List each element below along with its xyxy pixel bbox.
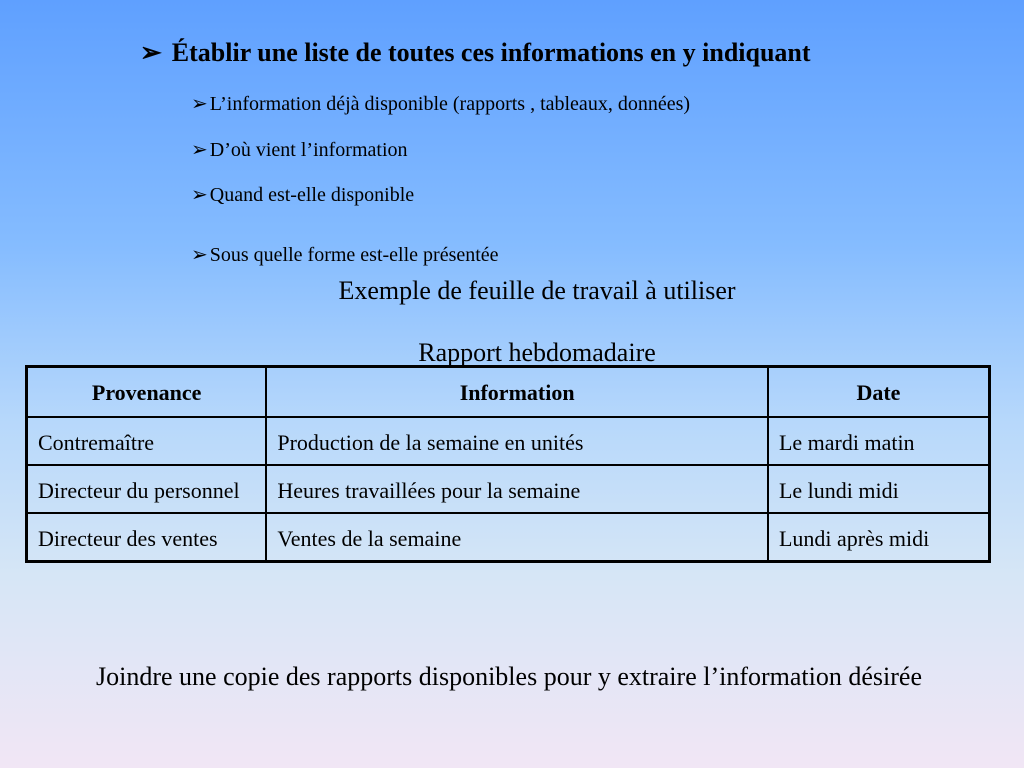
arrow-bullet-icon: ➢ xyxy=(191,93,208,115)
report-title: Rapport hebdomadaire xyxy=(418,338,656,367)
column-header-information: Information xyxy=(266,367,768,418)
report-table xyxy=(25,365,991,563)
sub-bullet-text: Sous quelle forme est-elle présentée xyxy=(209,244,499,266)
table-cell: Le lundi midi xyxy=(768,465,990,513)
arrow-bullet-icon: ➢ xyxy=(140,38,162,67)
table-cell: Directeur des ventes xyxy=(27,513,267,562)
sub-bullet-text: L’information déjà disponible (rapports , tableaux, données) xyxy=(209,93,691,115)
arrow-bullet-icon: ➢ xyxy=(191,184,208,206)
example-title: Exemple de feuille de travail à utiliser xyxy=(338,276,736,305)
table-cell: Directeur du personnel xyxy=(27,465,267,513)
table-cell: Lundi après midi xyxy=(768,513,990,562)
table-cell: Le mardi matin xyxy=(768,417,990,465)
table-cell: Contremaître xyxy=(27,417,267,465)
sub-bullet-item xyxy=(191,92,690,116)
main-bullet-text: Établir une liste de toutes ces informations en y indiquant xyxy=(171,38,811,67)
sub-bullet-item xyxy=(191,183,414,207)
arrow-bullet-icon: ➢ xyxy=(191,244,208,266)
table-header-row xyxy=(27,367,990,418)
sub-bullet-item xyxy=(191,138,408,162)
table-row xyxy=(27,513,990,562)
main-bullet xyxy=(140,38,811,68)
table-cell: Production de la semaine en unités xyxy=(266,417,768,465)
sub-bullet-text: D’où vient l’information xyxy=(209,139,408,161)
sub-bullet-item xyxy=(191,243,499,267)
column-header-date: Date xyxy=(768,367,990,418)
table-row xyxy=(27,417,990,465)
table-cell: Ventes de la semaine xyxy=(266,513,768,562)
footer-note: Joindre une copie des rapports disponibles pour y extraire l’information désirée xyxy=(96,662,922,691)
table-row xyxy=(27,465,990,513)
arrow-bullet-icon: ➢ xyxy=(191,139,208,161)
column-header-provenance: Provenance xyxy=(27,367,267,418)
table-cell: Heures travaillées pour la semaine xyxy=(266,465,768,513)
sub-bullet-text: Quand est-elle disponible xyxy=(209,184,415,206)
